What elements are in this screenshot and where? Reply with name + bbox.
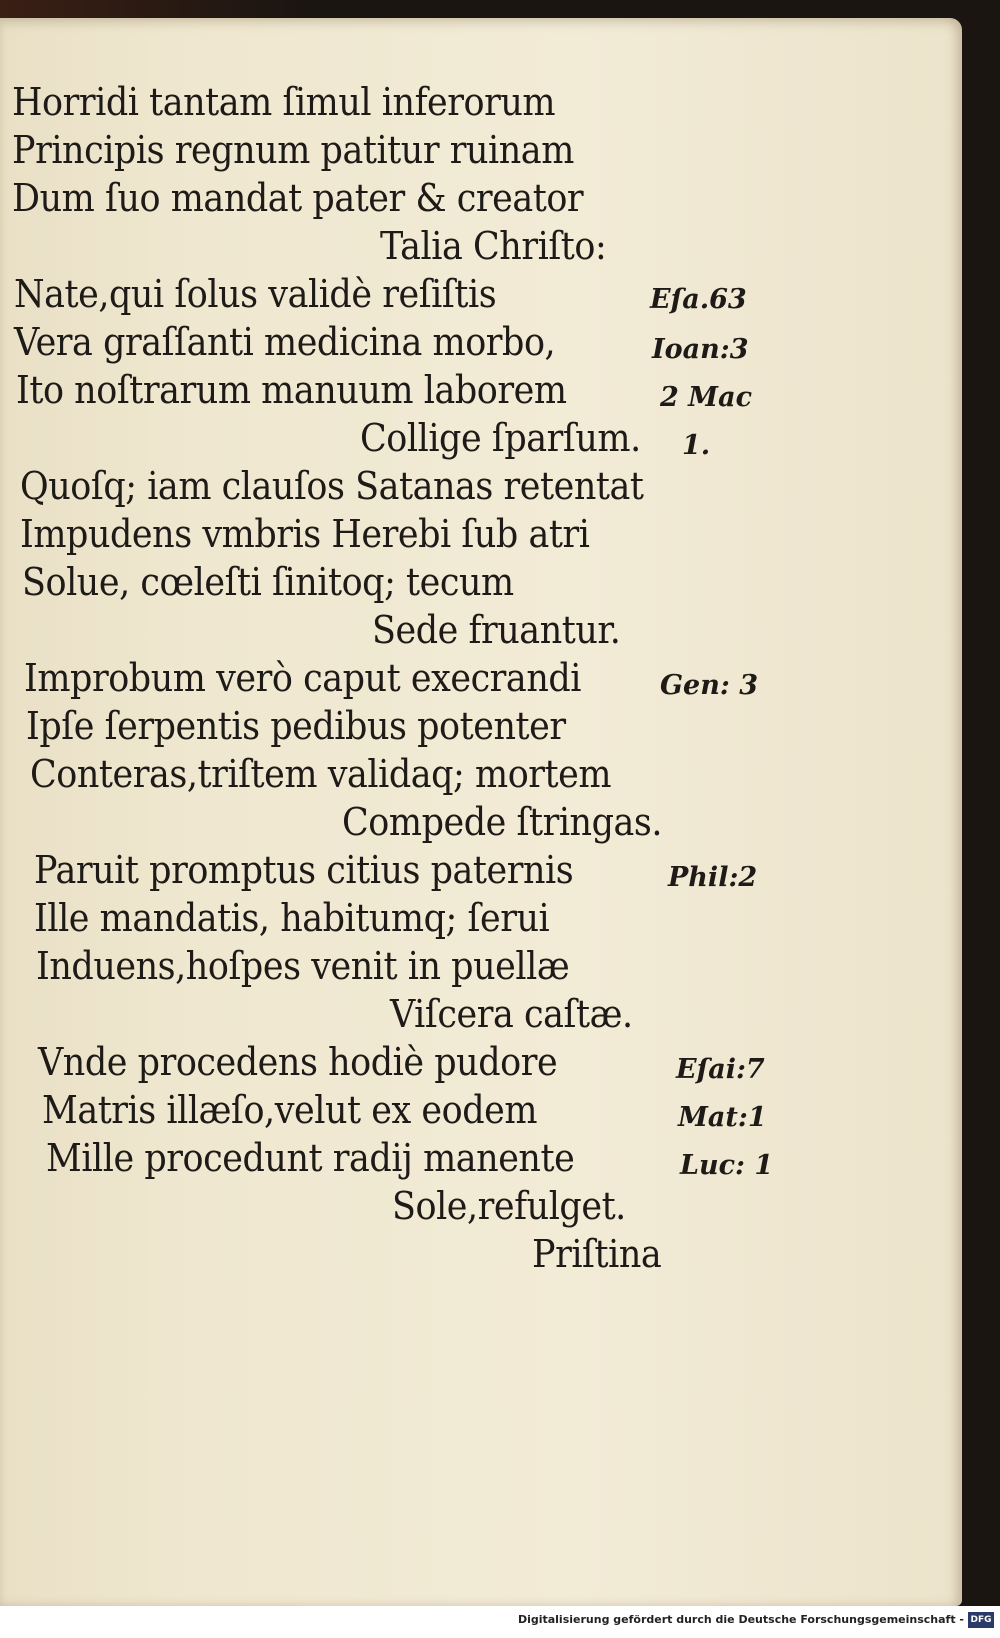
poem-line: Improbum verò caput execrandi [24, 656, 582, 700]
margin-note: Luc: 1 [680, 1150, 774, 1181]
poem-line: Vera graſſanti medicina morbo, [14, 320, 556, 364]
poem-line: Paruit promptus citius paternis [34, 848, 574, 892]
margin-note: Eſai:7 [676, 1054, 765, 1085]
catchword: Priſtina [532, 1232, 662, 1276]
digitization-footer [0, 1606, 1000, 1638]
poem-line: Sole,refulget. [392, 1184, 626, 1228]
margin-note: Ioan:3 [652, 334, 749, 365]
margin-note: Gen: 3 [660, 670, 759, 701]
dfg-logo: DFG [968, 1612, 994, 1628]
poem-line: Vnde procedens hodiè pudore [38, 1040, 558, 1084]
page-top-edge [0, 0, 1000, 18]
poem-line: Ipſe ſerpentis pedibus potenter [26, 704, 566, 748]
margin-note: 1. [682, 430, 711, 461]
margin-note: Eſa.63 [650, 284, 747, 315]
poem-line: Ito noſtrarum manuum laborem [16, 368, 567, 412]
poem-line: Mille procedunt radij manente [46, 1136, 575, 1180]
poem-line: Quoſq; iam clauſos Satanas retentat [20, 464, 644, 508]
poem-line: Sede fruantur. [372, 608, 621, 652]
margin-note: 2 Mac [660, 382, 753, 413]
poem-line: Induens,hoſpes venit in puellæ [36, 944, 570, 988]
poem-line: Talia Chriſto: [380, 224, 607, 268]
poem-line: Nate,qui ſolus validè reſiſtis [14, 272, 497, 316]
margin-note: Phil:2 [668, 862, 758, 893]
poem-line: Impudens vmbris Herebi ſub atri [20, 512, 590, 556]
poem-line: Conteras,triſtem validaq; mortem [30, 752, 612, 796]
poem-line: Viſcera caſtæ. [390, 992, 633, 1036]
poem-line: Solue, cœleſti ſinitoq; tecum [22, 560, 514, 604]
poem-line: Principis regnum patitur ruinam [12, 128, 574, 172]
poem-line: Dum ſuo mandat pater & creator [12, 176, 584, 220]
margin-note: Mat:1 [678, 1102, 767, 1133]
poem-line: Matris illæſo,velut ex eodem [42, 1088, 538, 1132]
book-page [0, 18, 962, 1606]
poem-line: Collige ſparſum. [360, 416, 641, 460]
poem-line: Compede ſtringas. [342, 800, 663, 844]
poem-line: Ille mandatis, habitumq; ſerui [34, 896, 550, 940]
footer-credit: Digitalisierung gefördert durch die Deutsche Forschungsgemeinschaft - [517, 1613, 964, 1626]
poem-line: Horridi tantam ſimul inferorum [12, 80, 556, 124]
